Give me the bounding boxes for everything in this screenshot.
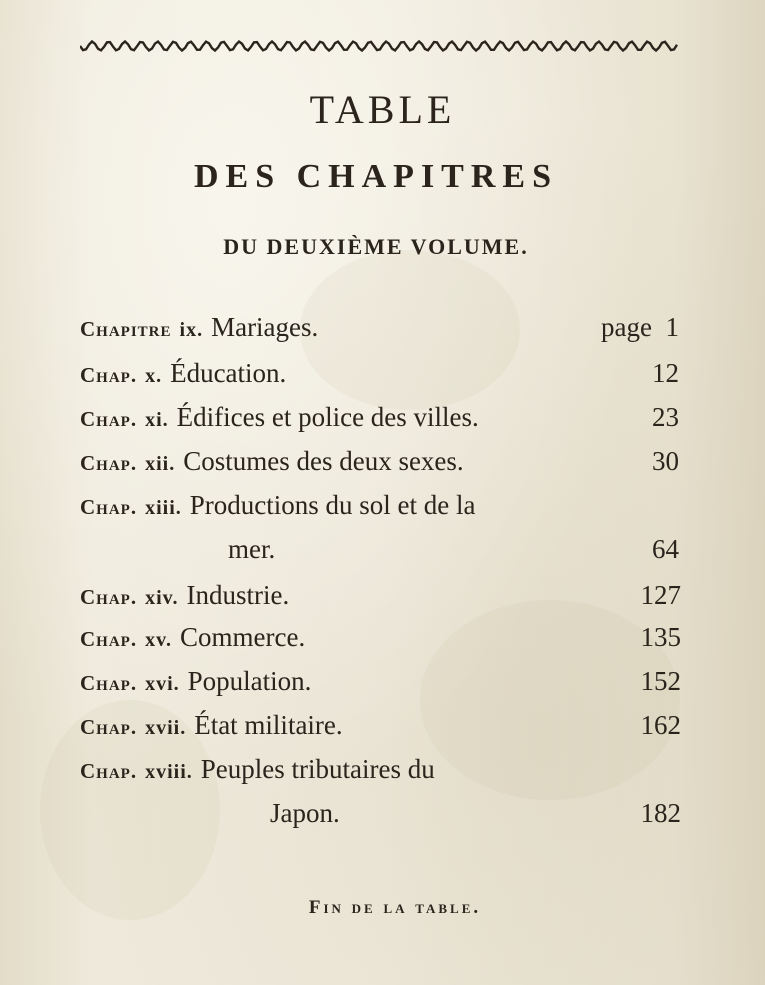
chapter-label: Chap. (80, 451, 138, 475)
page-number: 182 (640, 798, 681, 828)
toc-page (601, 312, 679, 343)
chapter-label: Chap. (80, 627, 138, 651)
chapter-number: xv. (145, 629, 172, 651)
page-number: 162 (640, 710, 681, 740)
chapter-label: Chap. (80, 585, 138, 609)
toc-entry (80, 402, 479, 433)
page-number: 152 (640, 666, 681, 696)
chapter-title: Édifices et police des villes. (176, 402, 479, 432)
chapter-label: Chapitre (80, 317, 172, 341)
page-subtitle: DES CHAPITRES (193, 158, 558, 195)
toc-entry (80, 622, 305, 653)
chapter-number: xiii. (145, 497, 182, 519)
toc-entry (80, 710, 343, 741)
chapter-number: ix. (179, 319, 204, 341)
chapter-title: État militaire. (194, 710, 343, 740)
chapter-number: xiv. (145, 587, 179, 609)
toc-entry (80, 312, 318, 343)
chapter-title: Industrie. (186, 580, 290, 610)
end-of-table: Fin de la table. (308, 897, 482, 918)
toc-entry (80, 666, 311, 697)
chapter-title-continuation: Japon. (270, 798, 340, 828)
page-number: 23 (652, 402, 679, 432)
page-number: 127 (640, 580, 681, 610)
page-number: 135 (640, 622, 681, 652)
volume-heading: DU DEUXIÈME VOLUME. (223, 234, 529, 259)
page-number: 1 (665, 312, 679, 342)
chapter-number: xvi. (145, 673, 180, 695)
chapter-label: Chap. (80, 363, 138, 387)
toc-entry (80, 358, 286, 389)
chapter-number: xvii. (145, 717, 187, 739)
chapter-title: Commerce. (179, 622, 306, 652)
page-number: 12 (652, 358, 679, 388)
chapter-title: Population. (187, 666, 312, 696)
toc-entry (80, 754, 435, 785)
chapter-label: Chap. (80, 715, 138, 739)
chapter-label: Chap. (80, 759, 138, 783)
chapter-title: Peuples tributaires du (200, 754, 435, 784)
toc-entry (80, 446, 464, 477)
toc-entry (80, 580, 289, 611)
chapter-label: Chap. (80, 671, 138, 695)
chapter-number: xviii. (145, 761, 193, 783)
chapter-title-continuation: mer. (228, 534, 276, 564)
chapter-label: Chap. (80, 495, 138, 519)
chapter-title: Éducation. (170, 358, 287, 388)
chapter-number: xi. (145, 409, 169, 431)
toc-entry (80, 490, 475, 521)
chapter-label: Chap. (80, 407, 138, 431)
chapter-number: xii. (145, 453, 176, 475)
page-number: 30 (652, 446, 679, 476)
chapter-number: x. (145, 365, 163, 387)
chapter-title: Productions du sol et de la (189, 490, 476, 520)
page-prefix: page (601, 312, 652, 342)
chapter-title: Mariages. (211, 312, 319, 342)
page-title: TABLE (309, 87, 456, 132)
page-number: 64 (652, 534, 679, 564)
chapter-title: Costumes des deux sexes. (183, 446, 464, 476)
